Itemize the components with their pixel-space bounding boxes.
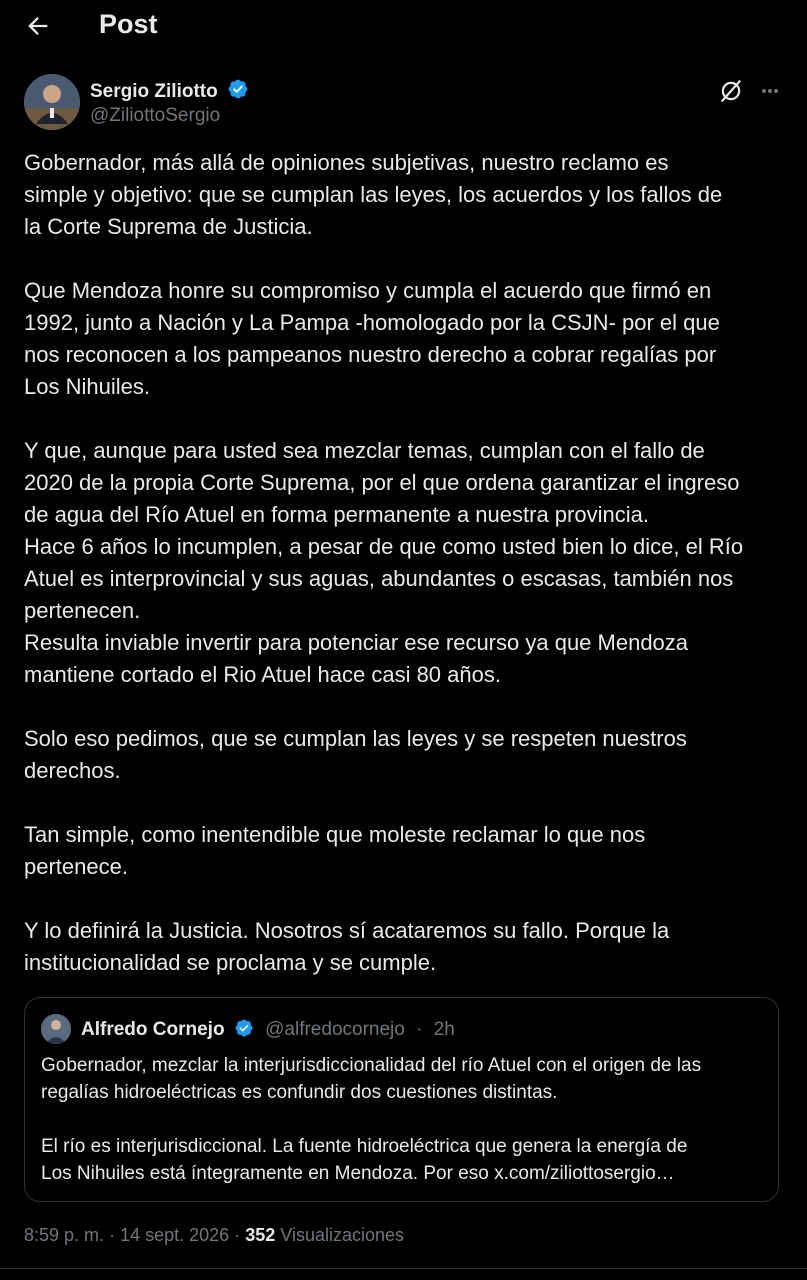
grok-icon[interactable] (718, 78, 744, 104)
quoted-line: regalías hidroeléctricas es confundir dos cuestiones distintas. (41, 1082, 558, 1103)
post-time[interactable]: 8:59 p. m. (24, 1225, 105, 1245)
post-line: institucionalidad se proclama y se cumple. (24, 950, 437, 975)
post-line: 1992, junto a Nación y La Pampa -homologado por la CSJN- por el que (24, 310, 720, 335)
quoted-author-name: Alfredo Cornejo (81, 1019, 225, 1040)
author-handle[interactable]: @ZiliottoSergio (90, 105, 221, 126)
post-line: Y lo definirá la Justicia. Nosotros sí acataremos su fallo. Porque la (24, 918, 670, 943)
quoted-author-handle: @alfredocornejo (265, 1019, 405, 1040)
post-line: Tan simple, como inentendible que moleste reclamar lo que nos (24, 822, 646, 847)
quoted-author-avatar (41, 1014, 71, 1044)
post-line: Los Nihuiles. (24, 374, 150, 399)
page-title: Post (99, 9, 158, 39)
post-line: pertenecen. (24, 598, 141, 623)
post-line: pertenece. (24, 854, 128, 879)
post-line: Gobernador, más allá de opiniones subjetivas, nuestro reclamo es (24, 150, 669, 175)
meta-separator: · (234, 1225, 241, 1245)
post-date[interactable]: 14 sept. 2026 (120, 1225, 230, 1245)
quoted-line: Gobernador, mezclar la interjurisdiccionalidad del río Atuel con el origen de las (41, 1055, 702, 1076)
post-line: mantiene cortado el Rio Atuel hace casi 80 años. (24, 662, 501, 687)
quoted-line: Los Nihuiles está íntegramente en Mendoza. Por eso x.com/ziliottosergio… (41, 1163, 675, 1184)
post-line: Atuel es interprovincial y sus aguas, abundantes o escasas, también nos (24, 566, 734, 591)
author-avatar[interactable] (24, 74, 80, 130)
post-line: derechos. (24, 758, 121, 783)
post-line: Que Mendoza honre su compromiso y cumpla el acuerdo que firmó en (24, 278, 712, 303)
post-author (24, 74, 783, 130)
post-line: simple y objetivo: que se cumplan las leyes, los acuerdos y los fallos de (24, 182, 723, 207)
post-line: de agua del Río Atuel en forma permanente a nuestra provincia. (24, 502, 649, 527)
top-bar (0, 0, 807, 52)
meta-separator: · (109, 1225, 116, 1245)
verified-badge-icon (234, 1018, 254, 1038)
views-label: Visualizaciones (280, 1225, 405, 1245)
verified-badge-icon (227, 78, 249, 100)
post-line: Hace 6 años lo incumplen, a pesar de que como usted bien lo dice, el Río (24, 534, 744, 559)
post-line: Solo eso pedimos, que se cumplan las leyes y se respeten nuestros (24, 726, 687, 751)
post-line: nos reconocen a los pampeanos nuestro derecho a cobrar regalías por (24, 342, 717, 367)
quoted-text (41, 1052, 766, 1187)
author-name-text[interactable]: Sergio Ziliotto (90, 81, 218, 102)
post-line: 2020 de la propia Corte Suprema, por el que ordena garantizar el ingreso (24, 470, 740, 495)
quoted-separator: · (416, 1019, 423, 1040)
post-line: Y que, aunque para usted sea mezclar temas, cumplan con el fallo de (24, 438, 705, 463)
post-line: Resulta inviable invertir para potenciar ese recurso ya que Mendoza (24, 630, 689, 655)
views-count: 352 (245, 1225, 276, 1245)
quoted-time: 2h (433, 1019, 455, 1040)
post-meta (24, 1225, 404, 1246)
author-name[interactable] (90, 78, 249, 103)
post-text (24, 147, 784, 979)
more-options-icon[interactable] (756, 78, 784, 104)
back-arrow-icon[interactable] (24, 12, 52, 40)
quoted-line: El río es interjurisdiccional. La fuente hidroeléctrica que genera la energía de (41, 1136, 688, 1157)
quoted-author-header (81, 1018, 455, 1041)
divider (0, 1268, 807, 1269)
post-line: la Corte Suprema de Justicia. (24, 214, 313, 239)
quoted-post[interactable] (24, 997, 779, 1202)
